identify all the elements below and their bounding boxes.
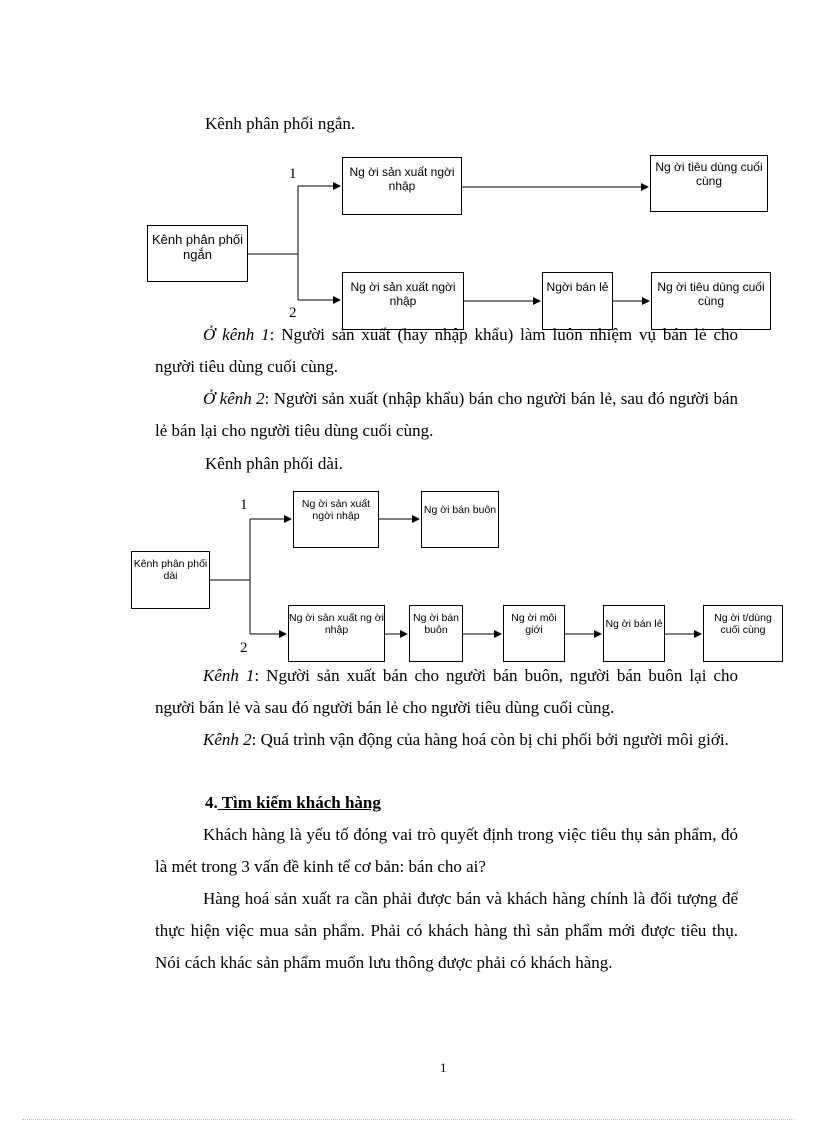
short-channel-label-1: 1 — [289, 166, 297, 182]
long-bot-wholesaler-label: Ng ời bán buôn — [413, 612, 459, 637]
long-channel-title: Kênh phân phối dài. — [205, 454, 343, 473]
long-top-producer-box — [293, 491, 379, 548]
short-bot-consumer-label: Ng ời tiêu dùng cuối cùng — [657, 280, 765, 308]
short-bot-retailer-label: Ngời bán lẻ — [546, 280, 609, 294]
long-bot-producer-label: Ng ời sản xuất ng ời nhập — [289, 612, 384, 637]
long-bot-producer-box — [288, 605, 385, 662]
section-4-p2-text: Hàng hoá sản xuất ra cần phải được bán và khách hàng chính là đối tượng để thực hiện việc mua sản phẩm. Phải có khách hàng thì sản phẩm mới được tiêu thụ. Nói cách khác sản phẩm muốn lưu thông được phải có khách hàng. — [155, 889, 738, 972]
long-bot-broker-box — [503, 605, 565, 662]
long-top-producer-label: Ng ời sản xuất ngời nhập — [301, 498, 371, 523]
page-bottom-divider — [22, 1119, 794, 1120]
long-top-wholesaler-label: Ng ời bán buôn — [423, 504, 497, 516]
long-bot-retailer-label: Ng ời bán lẻ — [605, 618, 663, 630]
long-p1-italic: Kênh 1 — [203, 666, 255, 685]
short-top-producer-label: Ng ời sản xuất ngời nhập — [349, 165, 455, 193]
section-4-paragraph-1 — [155, 819, 738, 883]
short-source-label: Kênh phân phối ngắn — [151, 232, 244, 262]
short-channel-title: Kênh phân phối ngắn. — [205, 114, 356, 133]
page-number: 1 — [440, 1060, 447, 1075]
section-4-heading — [205, 791, 381, 815]
section-4-number: 4. — [205, 793, 218, 812]
long-bot-retailer-box — [603, 605, 665, 662]
short-p2-italic: Ở kênh 2 — [203, 389, 265, 408]
short-bot-producer-label: Ng ời sản xuất ngời nhập — [350, 280, 456, 308]
long-source-label: Kênh phân phối dài — [133, 558, 208, 583]
short-top-consumer-label: Ng ời tiêu dùng cuối cùng — [655, 160, 763, 188]
section-4-paragraph-2 — [155, 883, 738, 979]
long-bot-wholesaler-box — [409, 605, 463, 662]
long-bot-consumer-label: Ng ời t/dùng cuối cùng — [714, 612, 772, 637]
short-top-consumer-box — [650, 155, 768, 212]
short-channel-paragraph-1 — [155, 319, 738, 383]
long-bot-consumer-box — [703, 605, 783, 662]
long-top-wholesaler-box — [421, 491, 499, 548]
long-channel-paragraph-1 — [155, 660, 738, 724]
long-channel-label-1: 1 — [240, 497, 248, 513]
section-4-p1-text: Khách hàng là yếu tố đóng vai trò quyết định trong việc tiêu thụ sản phẩm, đó là mét trong 3 vấn đề kinh tế cơ bản: bán cho ai? — [155, 825, 738, 876]
short-source-box — [147, 225, 248, 282]
short-channel-paragraph-2 — [155, 383, 738, 447]
short-channel-label-2: 2 — [289, 305, 297, 321]
long-source-box — [131, 551, 210, 609]
short-p1-italic: Ở kênh 1 — [203, 325, 270, 344]
short-p1-text: : Người sản xuất (hay nhập khẩu) làm luôn nhiệm vụ bán lẻ cho người tiêu dùng cuối cùng. — [155, 325, 738, 376]
section-4-heading-text: Tìm kiếm khách hàng — [217, 793, 381, 812]
long-channel-paragraph-2 — [155, 724, 738, 756]
long-p1-text: : Người sản xuất bán cho người bán buôn, người bán buôn lại cho người bán lẻ và sau đó người bán lẻ cho người tiêu dùng cuối cùng. — [155, 666, 738, 717]
long-p2-text: : Quá trình vận động của hàng hoá còn bị chi phối bởi người môi giới. — [251, 730, 729, 749]
long-bot-broker-label: Ng ời môi giới — [511, 612, 557, 637]
long-p2-italic: Kênh 2 — [203, 730, 252, 749]
long-channel-label-2: 2 — [240, 640, 248, 656]
short-top-producer-box — [342, 157, 462, 215]
short-p2-text: : Người sản xuất (nhập khẩu) bán cho người bán lẻ, sau đó người bán lẻ bán lại cho người tiêu dùng cuối cùng. — [155, 389, 738, 440]
